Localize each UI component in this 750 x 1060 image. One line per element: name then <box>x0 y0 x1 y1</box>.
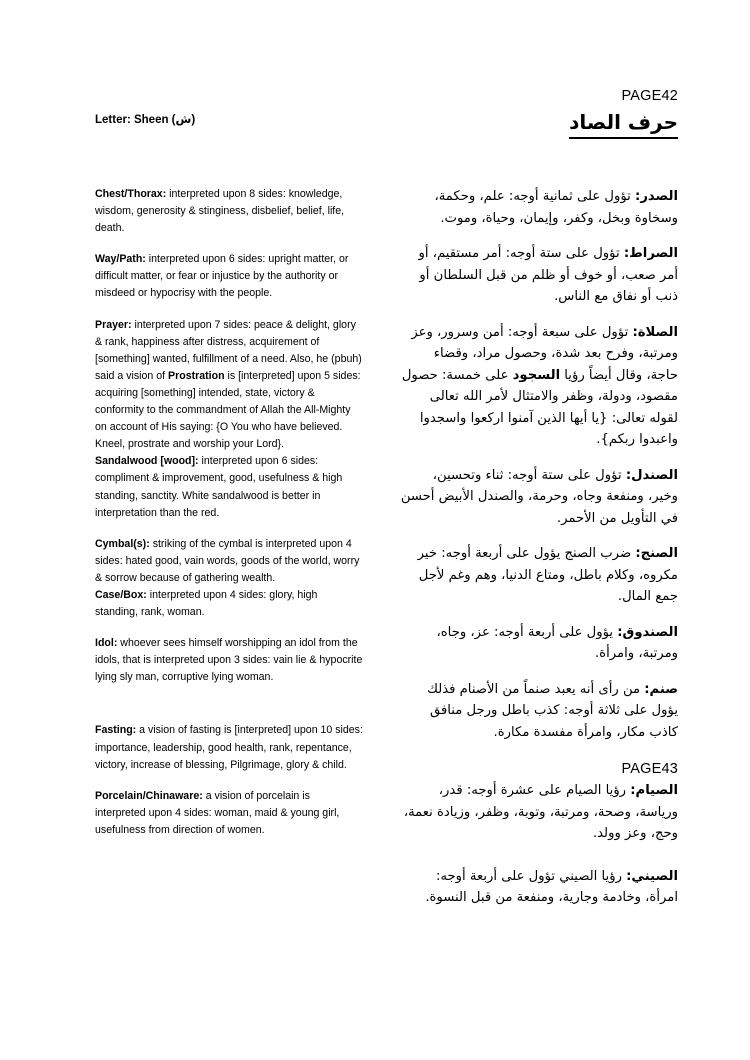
entry-term: Idol: <box>95 637 118 650</box>
entry-ar-alsadr <box>400 186 678 229</box>
entry-ar-sanam <box>400 679 678 744</box>
entry-ar-alsiyam <box>400 780 678 845</box>
entry-term: الصدر: <box>635 189 678 204</box>
entry-cymbals <box>95 536 363 587</box>
entry-prayer <box>95 317 363 454</box>
column-spacer <box>400 859 678 866</box>
entry-body-part-2: على خمسة: حصول مقصود، ودولة، وظفر والامتثال لأمر الله تعالى لقوله تعالى: {يا أيها الذين آمنوا اركعوا واسجدوا واعبدوا ربكم}. <box>401 367 678 447</box>
entry-body: interpreted upon 4 sides: glory, high standing, rank, woman. <box>95 588 318 619</box>
entry-body-part-2: is [interpreted] upon 5 sides: acquiring [something] intended, state, victory & conformity to the commandment of Allah the All-Mighty on account of His saying: {O You who have believed. Kneel, prostrate and worship your Lord}. <box>95 369 361 451</box>
entry-chest-thorax <box>95 186 363 237</box>
entry-ar-alsalat <box>400 322 678 451</box>
letter-label-paren-close: ) <box>191 114 196 126</box>
page-number-top: PAGE42 <box>621 88 678 104</box>
entry-body: تؤول على ستة أوجه: ثناء وتحسين، وخير، ومنفعة وجاه، وحرمة، والصندل الأبيض أحسن في التأويل من الأحمر. <box>400 467 678 526</box>
entry-idol <box>95 635 363 686</box>
entry-porcelain-chinaware <box>95 788 363 839</box>
entry-body: interpreted upon 6 sides: upright matter, or difficult matter, or fear or injustice by the authority or misdeed or hypocrisy with the people. <box>95 253 349 300</box>
entry-ar-alsunduq <box>400 622 678 665</box>
column-spacer <box>95 700 363 722</box>
entry-ar-alsanj <box>400 543 678 608</box>
entry-ar-alsirat <box>400 243 678 308</box>
entry-term: Porcelain/Chinaware: <box>95 789 203 802</box>
entry-term: الصنج: <box>635 546 678 561</box>
english-column <box>95 186 363 853</box>
entry-body: interpreted upon 8 sides: knowledge, wisdom, generosity & stinginess, disbelief, belief, life, death. <box>95 188 345 235</box>
entry-term: Prayer: <box>95 318 132 331</box>
entry-term: Fasting: <box>95 724 137 737</box>
entry-body: interpreted upon 6 sides: compliment & improvement, good, usefulness & high standing, sanctity. White sandalwood is better in interpretation than the red. <box>95 455 343 519</box>
entry-body: whoever sees himself worshipping an idol from the idols, that is interpreted upon 3 sides: vain lie & hypocrite lying sly man, corruptive lying woman. <box>95 637 363 684</box>
entry-term: الصيني: <box>626 868 678 884</box>
entry-term: Case/Box: <box>95 588 147 601</box>
entry-sandalwood <box>95 453 363 521</box>
entry-body-part-1: interpreted upon 7 sides: peace & delight, glory & rank, happiness after distress, acquirement of [something] wanted, fulfillment of a need. Also, he (pbuh) said a vision of <box>95 318 362 382</box>
entry-body: a vision of fasting is [interpreted] upon 10 sides: importance, leadership, good health, rank, repentance, victory, increase of blessing, Pilgrimage, glory & child. <box>95 724 363 771</box>
body-columns <box>0 186 750 1060</box>
page-title-arabic: حرف الصاد <box>569 110 678 139</box>
page-number-mid: PAGE43 <box>621 761 678 777</box>
entry-term: الصيام: <box>630 783 678 798</box>
entry-term: الصراط: <box>623 246 678 261</box>
entry-term: الصلاة: <box>632 324 678 340</box>
entry-emphasis: السجود <box>512 367 561 383</box>
entry-case-box <box>95 587 363 621</box>
entry-term: Way/Path: <box>95 253 146 266</box>
entry-body: striking of the cymbal is interpreted upon 4 sides: hated good, vain words, goods of the world, worry & sorrow because of gathering wealth. <box>95 537 360 584</box>
entry-term: الصندوق: <box>617 624 678 640</box>
entry-term: الصندل: <box>625 467 678 483</box>
letter-label-arabic-char: ش <box>175 112 192 126</box>
entry-ar-alsini <box>400 866 678 909</box>
entry-term: Sandalwood [wood]: <box>95 455 199 468</box>
entry-body: رؤيا الصيني تؤول على أربعة أوجه: امرأة، وخادمة وجارية، ومنفعة من قبل النسوة. <box>425 868 678 905</box>
entry-term: Chest/Thorax: <box>95 188 167 200</box>
entry-body: تؤول على ثمانية أوجه: علم، وحكمة، وسخاوة وبخل، وكفر، وإيمان، وحياة، وموت. <box>434 189 678 226</box>
letter-label <box>95 112 195 126</box>
entry-way-path <box>95 251 363 302</box>
entry-emphasis: Prostration <box>168 369 225 382</box>
entry-body: رؤيا الصيام على عشرة أوجه: قدر، ورياسة، وصحة، ومرتبة، وتوبة، وظفر، وزيادة نعمة، وحج، وعز وولد. <box>403 783 678 841</box>
page-header <box>95 88 678 158</box>
entry-body: يؤول على أربعة أوجه: عز، وجاه، ومرتبة، وامرأة. <box>436 624 678 661</box>
entry-ar-alsandal <box>400 465 678 530</box>
entry-body-part-1: تؤول على سبعة أوجه: أمن وسرور، وعز ومرتبة، وفرح بعد شدة، وحصول مراد، وقضاء حاجة، وقال أيضاً رؤيا <box>411 324 678 383</box>
entry-body: a vision of porcelain is interpreted upon 4 sides: woman, maid & young girl, usefulness from direction of women. <box>95 789 340 836</box>
entry-body: من رأى أنه يعبد صنماً من الأصنام فذلك يؤول على ثلاثة أوجه: كذب باطل ورجل منافق كاذب مكار، وامرأة مفسدة مكارة. <box>427 681 678 740</box>
entry-body: تؤول على ستة أوجه: أمر مستقيم، أو أمر صعب، أو خوف أو ظلم من قبل السلطان أو ذنب أو نفاق مع الناس. <box>418 246 678 304</box>
entry-term: Cymbal(s): <box>95 537 150 550</box>
entry-body: ضرب الصنج يؤول على أربعة أوجه: خير مكروه، وكلام باطل، ومتاع الدنيا، وهم وغم لأجل جمع المال. <box>417 546 678 604</box>
entry-fasting <box>95 722 363 773</box>
arabic-column <box>400 186 678 923</box>
letter-label-text: Letter: Sheen ( <box>95 114 176 126</box>
entry-term: صنم: <box>644 681 678 697</box>
